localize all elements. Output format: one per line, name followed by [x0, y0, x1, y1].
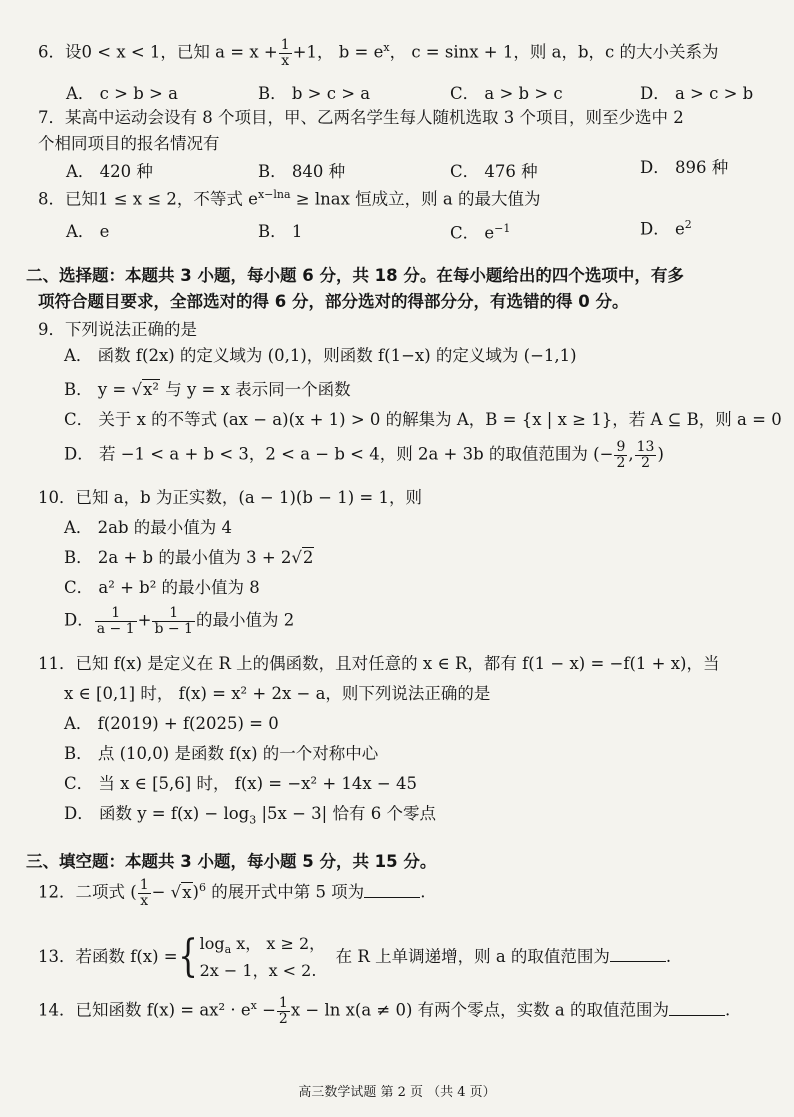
q10-stem: 10．已知 a，b 为正实数，(a − 1)(b − 1) = 1，则 [38, 488, 422, 507]
q8-option-a: A． e [66, 222, 110, 241]
q13-stem: 13．若函数 f(x) ={ $\log_a x$， x ≥ 2， 2x − 1，x < 2. 在 R 上单调递增，则 a 的取值范围为 . [38, 931, 672, 983]
q7-option-a: A． 420 种 [66, 162, 153, 181]
q7-option-d: D． 896 种 [640, 158, 729, 177]
q7-option-b: B． 840 种 [258, 162, 346, 181]
q6-fraction: $\frac{1}{x}$ [280, 37, 290, 69]
q6-option-b: B． b > c > a [258, 84, 371, 103]
q6-option-d: D． a > c > b [640, 84, 754, 103]
q6-option-c: C． a > b > c [450, 84, 563, 103]
q11-option-d: D． 函数 $y = f(x) - \log_3 |5x - 3|$ 恰有 6 个零点 [64, 804, 436, 827]
q7-option-c: C． 476 种 [450, 162, 538, 181]
q12-stem: 12．二项式 ( $\frac{1}{x}$ − √x)$^6$ 的展开式中第 5 项为 . [38, 877, 426, 909]
q8-option-d: D． $e^2$ [640, 218, 692, 239]
page-footer: 高三数学试题 第 2 页 （共 4 页） [298, 1085, 496, 1100]
q11-stem-line2: x ∈ [0,1] 时， f(x) = x² + 2x − a，则下列说法正确的是 [64, 684, 491, 703]
q11-option-c: C． 当 x ∈ [5,6] 时， f(x) = −x² + 14x − 45 [64, 774, 418, 793]
q10-option-d: D． $\frac{1}{a - 1}$ + $\frac{1}{b - 1}$ 的最小值为 2 [64, 605, 295, 637]
q11-stem-line1: 11．已知 f(x) 是定义在 R 上的偶函数，且对任意的 x ∈ R，都有 f(1 − x) = −f(1 + x)，当 [38, 654, 720, 673]
q10-option-c: C． a² + b² 的最小值为 8 [64, 578, 260, 597]
q7-stem-line1: 7．某高中运动会设有 8 个项目，甲、乙两名学生每人随机选取 3 个项目，则至少选中 2 [38, 108, 684, 127]
q9-option-b: B． y = √x² 与 y = x 表示同一个函数 [64, 380, 351, 399]
q8-option-b: B． 1 [258, 222, 303, 241]
q10-option-b: B． 2a + b 的最小值为 3 + 2√2 [64, 548, 314, 567]
q6-option-a: A． c > b > a [66, 84, 178, 103]
q9-option-a: A． 函数 f(2x) 的定义域为 (0,1)，则函数 f(1−x) 的定义域为 (−1,1) [64, 346, 577, 365]
section3-heading: 三、填空题：本题共 3 小题，每小题 5 分，共 15 分。 [26, 852, 437, 871]
q8-stem: 8．已知1 ≤ x ≤ 2，不等式 $e^{x-lna}$ ≥ lnax 恒成立，则 a 的最大值为 [38, 188, 541, 209]
q14-answer-blank[interactable] [669, 1015, 725, 1016]
q9-option-c: C． 关于 x 的不等式 (ax − a)(x + 1) > 0 的解集为 A，B = {x | x ≥ 1}，若 A ⊆ B，则 a = 0 [64, 410, 782, 429]
q14-stem: 14．已知函数 $f(x) = ax^2 \cdot e^x$ − $\frac{1}{2}$ x − ln x(a ≠ 0) 有两个零点，实数 a 的取值范围为 . [38, 995, 731, 1027]
q13-cases: $\log_a x$， x ≥ 2， 2x − 1，x < 2. [199, 934, 326, 980]
q10-option-a: A． 2ab 的最小值为 4 [64, 518, 233, 537]
q13-answer-blank[interactable] [610, 961, 666, 962]
q9-stem: 9．下列说法正确的是 [38, 320, 197, 339]
q9-option-d: D． 若 −1 < a + b < 3，2 < a − b < 4，则 2a + 3b 的取值范围为 (− $\frac{9}{2}$ , $\frac{13}{2}$ ) [64, 439, 664, 471]
q11-option-b: B． 点 (10,0) 是函数 f(x) 的一个对称中心 [64, 744, 379, 763]
q8-option-c: C． $e^{-1}$ [450, 222, 511, 243]
section2-heading-line1: 二、选择题：本题共 3 小题，每小题 6 分，共 18 分。在每小题给出的四个选项中，有多 [26, 266, 684, 285]
q6-stem: 6．设0 < x < 1，已知 a = x + $\frac{1}{x}$ +1， $b = e^x$， c = sinx + 1，则 a，b，c 的大小关系为 [38, 37, 719, 69]
q12-answer-blank[interactable] [364, 897, 420, 898]
q7-stem-line2: 个相同项目的报名情况有 [38, 134, 220, 153]
q11-option-a: A． f(2019) + f(2025) = 0 [64, 714, 279, 733]
section2-heading-line2: 项符合题目要求，全部选对的得 6 分，部分选对的得部分分，有选错的得 0 分。 [38, 292, 629, 311]
q13-brace: { [177, 931, 198, 983]
